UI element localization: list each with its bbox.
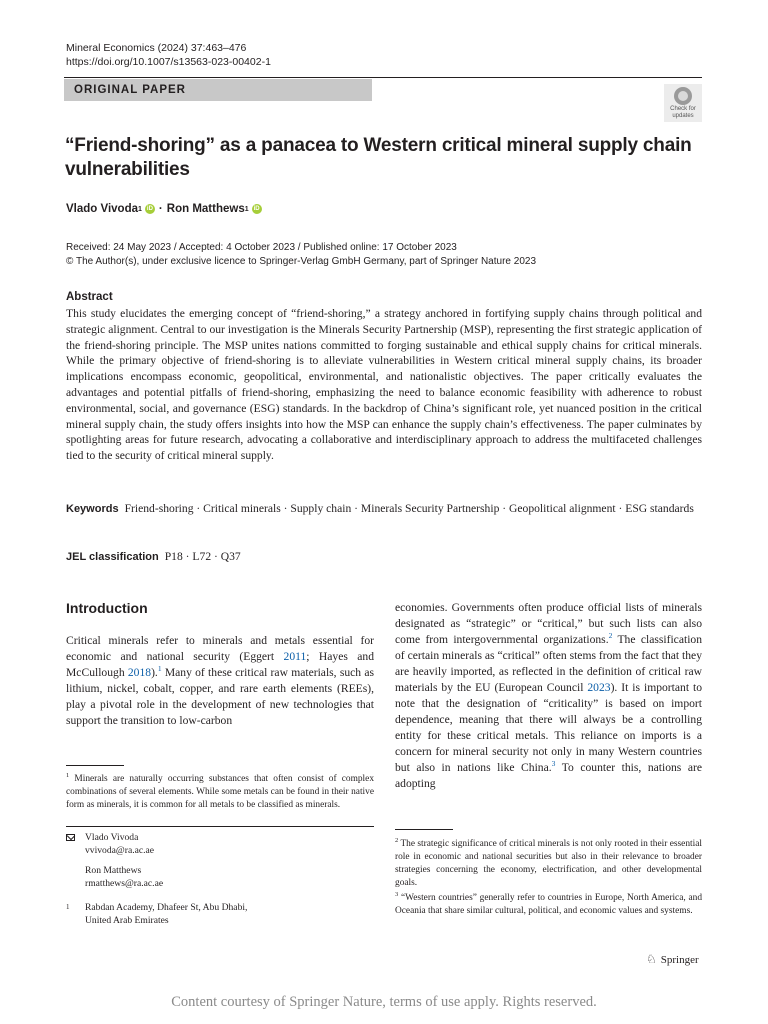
author-list xyxy=(66,203,266,215)
author-affil-sup: 1 xyxy=(244,205,249,213)
journal-citation xyxy=(66,41,271,69)
footnote-ref[interactable]: 2 xyxy=(608,631,613,641)
corr-author-email[interactable]: vvivoda@ra.ac.ae xyxy=(85,845,155,856)
author-affil-sup: 1 xyxy=(138,205,142,213)
jel-text: P18 · L72 · Q37 xyxy=(164,550,241,563)
header-rule xyxy=(64,77,702,78)
check-updates-icon xyxy=(674,87,692,105)
keywords-label: Keywords xyxy=(66,503,119,515)
springer-horse-icon: ♘ xyxy=(646,952,657,966)
footnote-number: 1 xyxy=(66,772,70,779)
doi-link[interactable]: https://doi.org/10.1007/s13563-023-00402-1 xyxy=(66,56,271,68)
affiliation-number: 1 xyxy=(66,903,70,911)
footnote-text: The strategic significance of critical minerals is not only rooted in their essential role in economic and national securities but also in their relevance to broader strategies concerning the economy, electrification, and other developmental goals. xyxy=(395,839,702,889)
intro-paragraph-right xyxy=(395,600,702,792)
intro-paragraph-left xyxy=(66,633,374,729)
affiliation-line: United Arab Emirates xyxy=(85,915,169,926)
footnote-number: 3 xyxy=(395,891,399,898)
check-for-updates-badge[interactable] xyxy=(664,84,702,122)
publication-dates xyxy=(66,241,536,269)
footnote-number: 2 xyxy=(395,837,399,844)
citation-link[interactable]: 2018 xyxy=(127,666,152,679)
text-span: Critical minerals refer to minerals and metals essential for economic and national security (Eggert xyxy=(66,634,374,663)
corr-author-email[interactable]: rmatthews@ra.ac.ae xyxy=(85,878,164,889)
corr-author-name: Ron Matthews xyxy=(85,865,142,876)
dates-line: Received: 24 May 2023 / Accepted: 4 October 2023 / Published online: 17 October 2023 xyxy=(66,242,457,253)
footnote-text: Minerals are naturally occurring substances that often consist of complex combinations of several elements. While some metals can be found in their native form as minerals, it is common for all metals to be classified as minerals. xyxy=(66,774,375,811)
journal-line: Mineral Economics (2024) 37:463–476 xyxy=(66,42,247,54)
footnote-ref[interactable]: 1 xyxy=(157,664,162,674)
jel-classification xyxy=(66,549,241,565)
abstract-text: This study elucidates the emerging concept of “friend-shoring,” a strategy anchored in fortifying supply chains through political and strategic alignment. Central to our investigation is the Minerals Security Partnership (MSP), representing the first strategic application of the friend-shoring principle. The MSP unites nations committed to forging sustainable and ethical supply chains for critical minerals. While the primary objective of friend-shoring is to alleviate vulnerabilities in Western critical mineral supply chains, its broader implications encompass economic, geopolitical, environmental, and nationalistic objectives. The paper critically evaluates the advantages and potential pitfalls of friend-shoring, emphasizing the need to balance economic feasibility with adherence to robust environmental, social, and governance (ESG) standards. In the backdrop of China’s significant role, yet nuanced position in the critical mineral supply chain, the study offers insights into how the MSP can enhance the supply chain’s effectiveness. The paper culminates by spotlighting areas for future research, advocating a collaborative and interdisciplinary approach to address the multifaceted challenges tied to the security of critical mineral supply. xyxy=(66,307,702,463)
corr-author-name: Vlado Vivoda xyxy=(85,832,139,843)
text-span: ). It is important to note that the designation of “criticality” is based on import dependence, meaning that there will always be a controlling entity for these critical metals. This reliance on imports is a concern for mineral security not only in many Western countries but also in nations like China. xyxy=(395,681,703,774)
paper-title: “Friend-shoring” as a panacea to Western critical mineral supply chain vulnerabilities xyxy=(65,135,692,180)
footnote-rule xyxy=(66,765,124,766)
orcid-icon[interactable]: iD xyxy=(146,206,153,212)
footnote-3 xyxy=(395,888,702,918)
check-updates-line2: updates xyxy=(672,112,694,119)
text-span: Many of these critical raw materials, such as lithium, nickel, cobalt, copper, and rare earth elements (REEs), play a pivotal role in the development of new technologies that support the transition to low-carbon xyxy=(66,666,375,727)
author-name[interactable]: Ron Matthews xyxy=(166,203,245,215)
text-span: ). xyxy=(151,666,158,679)
author-separator: · xyxy=(158,203,163,215)
footnote-rule xyxy=(395,829,453,830)
abstract-heading: Abstract xyxy=(66,291,113,303)
text-span: To counter this, nations are adopting xyxy=(395,761,702,790)
section-heading-introduction: Introduction xyxy=(66,600,148,616)
check-updates-line1: Check for xyxy=(670,106,696,112)
footnote-text: “Western countries” generally refer to countries in Europe, North America, and Oceania that share similar cultural, political, and economic values and systems. xyxy=(395,893,703,917)
text-span: The classification of certain minerals as “critical” often stems from the fact that they are heavily imported, as reflected in the definition of critical raw materials by the EU (European Council xyxy=(395,633,703,694)
footnote-1 xyxy=(66,769,374,812)
footnote-2 xyxy=(395,834,702,890)
correspondence-block xyxy=(66,831,374,927)
jel-label: JEL classification xyxy=(66,551,159,563)
text-span: ; Hayes and McCullough xyxy=(66,650,374,679)
citation-link[interactable]: 2011 xyxy=(283,650,307,663)
publisher-logo xyxy=(646,952,699,967)
citation-link[interactable]: 2023 xyxy=(587,681,611,694)
section-label: ORIGINAL PAPER xyxy=(64,79,372,101)
envelope-icon xyxy=(66,834,75,841)
keywords xyxy=(66,501,702,517)
orcid-icon[interactable]: iD xyxy=(253,206,260,212)
courtesy-notice: Content courtesy of Springer Nature, terms of use apply. Rights reserved. xyxy=(171,994,597,1010)
author-name[interactable]: Vlado Vivoda xyxy=(66,203,139,215)
keywords-text: Friend-shoring · Critical minerals · Supply chain · Minerals Security Partnership · Geopolitical alignment · ESG standards xyxy=(124,502,694,515)
copyright-line: © The Author(s), under exclusive licence to Springer-Verlag GmbH Germany, part of Springer Nature 2023 xyxy=(66,256,536,267)
footnote-ref[interactable]: 3 xyxy=(551,759,556,769)
correspondence-rule xyxy=(66,826,374,827)
affiliation-line: Rabdan Academy, Dhafeer St, Abu Dhabi, xyxy=(85,902,248,913)
publisher-name: Springer xyxy=(660,953,699,966)
text-span: economies. Governments often produce official lists of minerals designated as “strategic” or “critical,” but such lists can also come from intergovernmental organizations. xyxy=(395,601,702,646)
